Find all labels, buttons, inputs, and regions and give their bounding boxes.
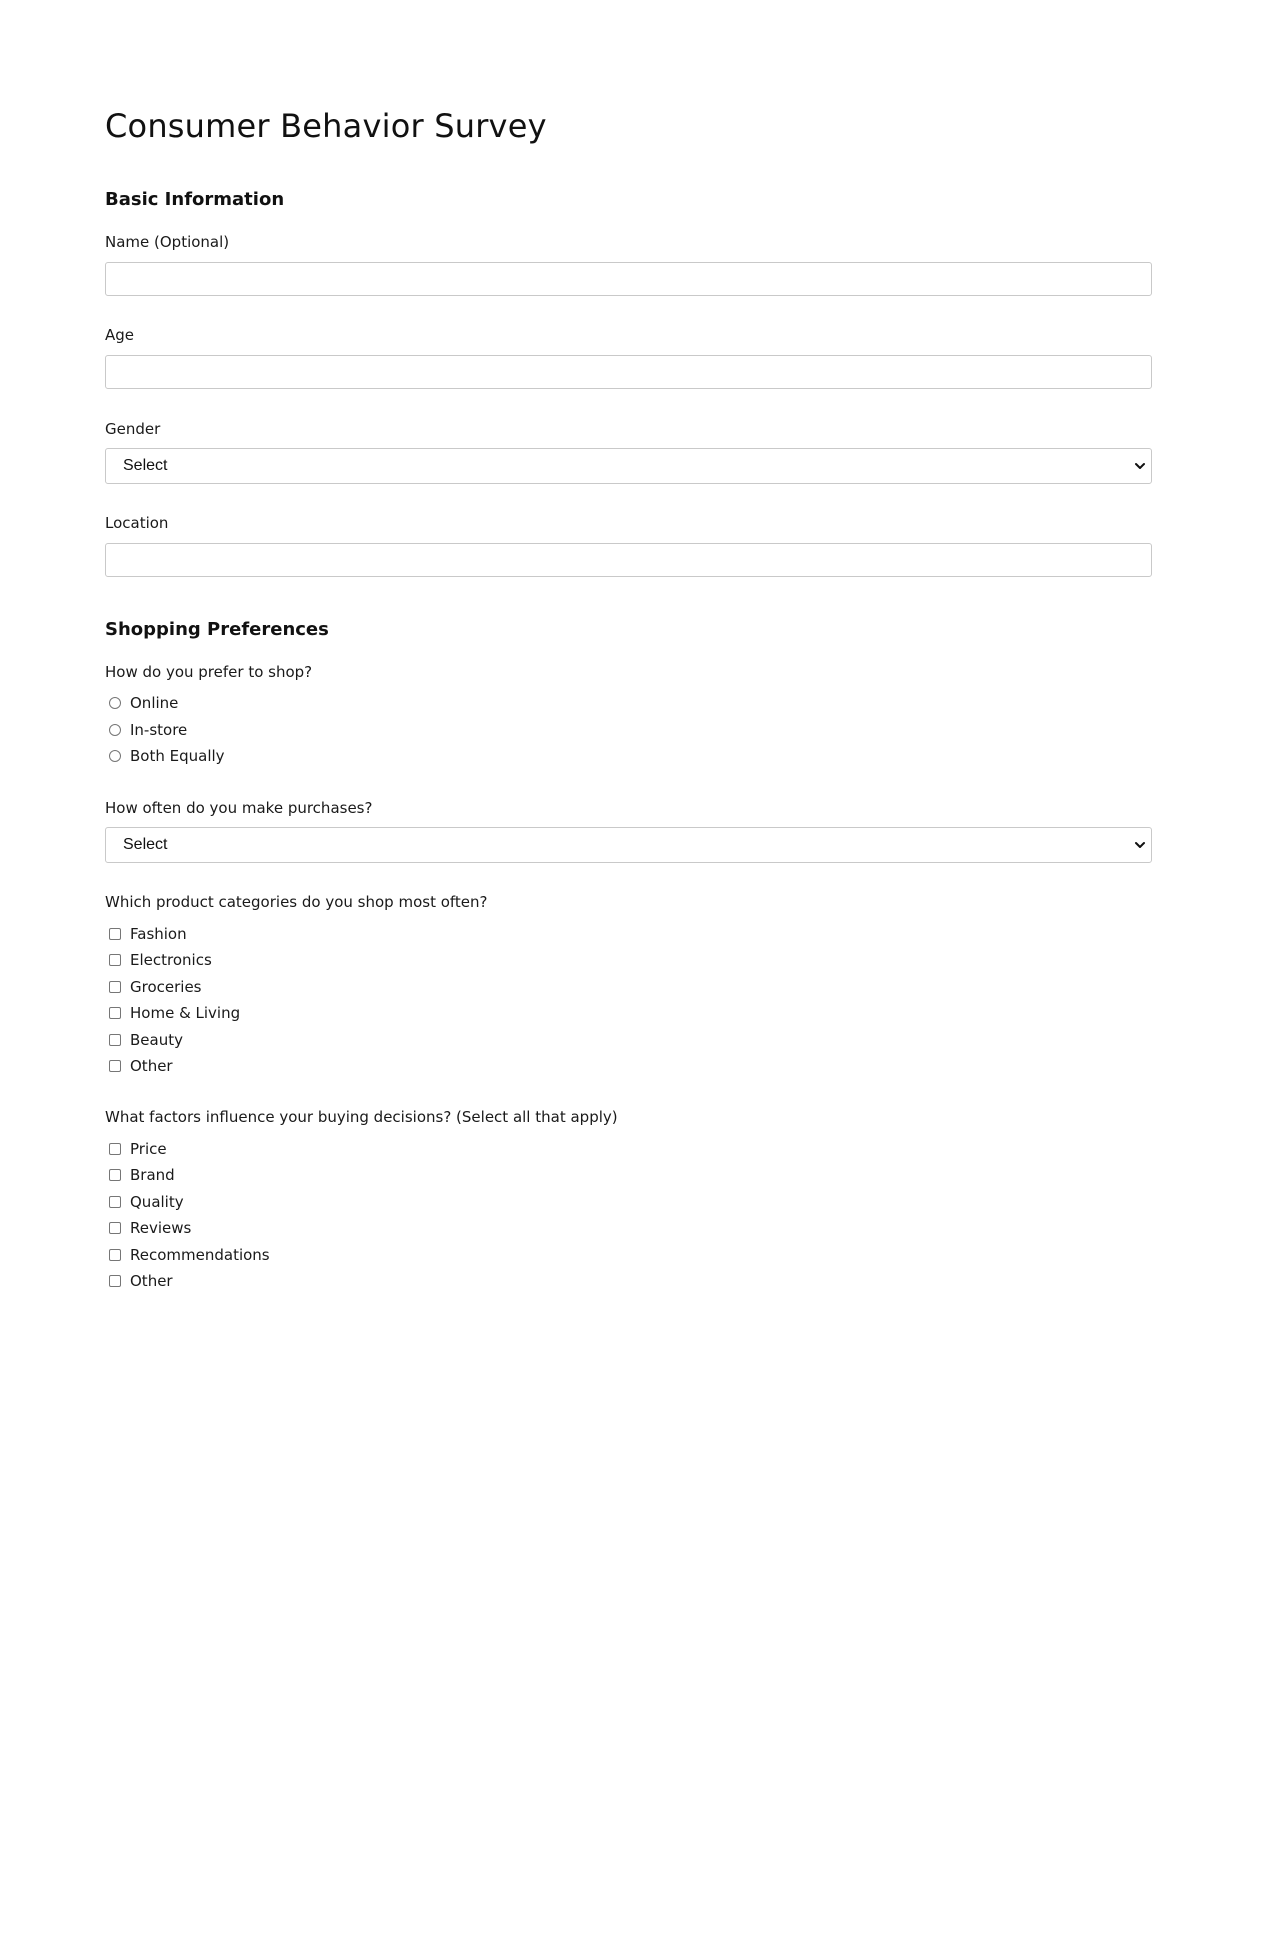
radio-option-in-store[interactable] <box>109 720 187 740</box>
checkbox-option-home-living[interactable] <box>109 1003 240 1023</box>
radio-button[interactable] <box>109 697 121 709</box>
section-title-basic-information: Basic Information <box>105 189 285 210</box>
checkbox[interactable] <box>109 954 121 966</box>
location-input[interactable] <box>105 543 1152 577</box>
checkbox[interactable] <box>109 1060 121 1072</box>
checkbox-option-label: Other <box>130 1057 173 1075</box>
checkbox-option-label: Fashion <box>130 925 187 943</box>
radio-option-online[interactable] <box>109 693 178 713</box>
checkbox-option-groceries[interactable] <box>109 977 202 997</box>
checkbox[interactable] <box>109 981 121 993</box>
purchase-frequency-question: How often do you make purchases? <box>105 799 373 817</box>
gender-select[interactable] <box>105 448 1152 484</box>
checkbox[interactable] <box>109 1275 121 1287</box>
name-input[interactable] <box>105 262 1152 296</box>
checkbox-option-label: Home & Living <box>130 1004 241 1022</box>
checkbox[interactable] <box>109 1196 121 1208</box>
checkbox[interactable] <box>109 928 121 940</box>
checkbox-option-fashion[interactable] <box>109 924 187 944</box>
shop-preference-question: How do you prefer to shop? <box>105 663 313 681</box>
radio-option-label: Both Equally <box>130 747 225 765</box>
checkbox-option-quality[interactable] <box>109 1192 184 1212</box>
chevron-down-icon <box>1133 838 1147 852</box>
checkbox-option-label: Groceries <box>130 978 202 996</box>
checkbox[interactable] <box>109 1169 121 1181</box>
radio-button[interactable] <box>109 750 121 762</box>
checkbox-option-other-category[interactable] <box>109 1056 173 1076</box>
radio-option-label: Online <box>130 694 179 712</box>
checkbox-option-label: Quality <box>130 1193 184 1211</box>
checkbox-option-beauty[interactable] <box>109 1030 183 1050</box>
radio-option-label: In-store <box>130 721 188 739</box>
checkbox-option-label: Price <box>130 1140 167 1158</box>
radio-option-both-equally[interactable] <box>109 746 225 766</box>
age-input[interactable] <box>105 355 1152 389</box>
gender-select-value: Select <box>123 457 168 474</box>
checkbox[interactable] <box>109 1143 121 1155</box>
purchase-frequency-select[interactable] <box>105 827 1152 863</box>
checkbox[interactable] <box>109 1007 121 1019</box>
radio-button[interactable] <box>109 724 121 736</box>
checkbox-option-price[interactable] <box>109 1139 167 1159</box>
categories-question: Which product categories do you shop most often? <box>105 893 488 911</box>
page-title: Consumer Behavior Survey <box>105 107 547 145</box>
checkbox-option-brand[interactable] <box>109 1165 175 1185</box>
gender-label: Gender <box>105 420 161 438</box>
factors-question: What factors influence your buying decisions? (Select all that apply) <box>105 1108 618 1126</box>
age-label: Age <box>105 326 135 344</box>
checkbox-option-electronics[interactable] <box>109 950 212 970</box>
checkbox-option-reviews[interactable] <box>109 1218 191 1238</box>
checkbox-option-label: Other <box>130 1272 173 1290</box>
checkbox-option-label: Electronics <box>130 951 212 969</box>
checkbox[interactable] <box>109 1034 121 1046</box>
checkbox[interactable] <box>109 1249 121 1261</box>
chevron-down-icon <box>1133 459 1147 473</box>
purchase-frequency-select-value: Select <box>123 836 168 853</box>
checkbox-option-other-factor[interactable] <box>109 1271 173 1291</box>
checkbox-option-label: Recommendations <box>130 1246 270 1264</box>
checkbox[interactable] <box>109 1222 121 1234</box>
checkbox-option-label: Beauty <box>130 1031 183 1049</box>
location-label: Location <box>105 514 169 532</box>
checkbox-option-label: Reviews <box>130 1219 192 1237</box>
section-title-shopping-preferences: Shopping Preferences <box>105 619 329 640</box>
name-label: Name (Optional) <box>105 233 230 251</box>
checkbox-option-recommendations[interactable] <box>109 1245 270 1265</box>
checkbox-option-label: Brand <box>130 1166 175 1184</box>
